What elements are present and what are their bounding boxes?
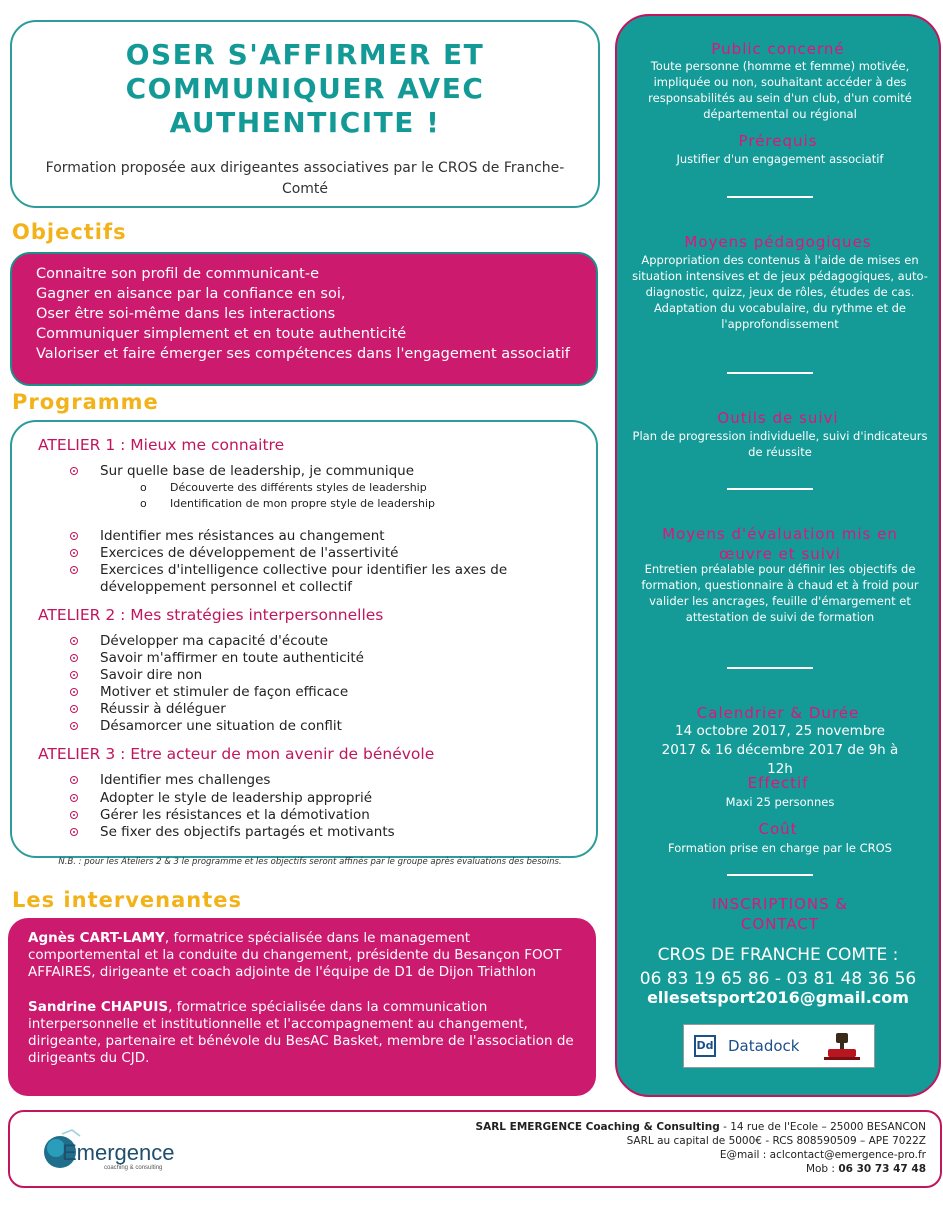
bullet-icon — [70, 811, 78, 819]
bullet-icon — [70, 722, 78, 730]
atelier-2-title: ATELIER 2 : Mes stratégies interpersonnelles — [38, 606, 384, 624]
info-sidebar — [615, 14, 941, 1097]
bullet-icon — [70, 654, 78, 662]
speaker-bio — [28, 930, 576, 981]
evaluation-text: Entretien préalable pour définir les objectifs de formation, questionnaire à chaud et à froid pour valider les ancrages, feuille d'émargement et attestation de suivi de formation — [641, 562, 919, 624]
footer-line-4 — [476, 1162, 926, 1176]
bullet-icon — [70, 637, 78, 645]
objective-item: Valoriser et faire émerger ses compétences dans l'engagement associatif — [36, 346, 570, 362]
bullet-icon — [70, 671, 78, 679]
objectives-box — [10, 252, 598, 386]
objectives-heading: Objectifs — [12, 220, 127, 244]
objective-item: Gagner en aisance par la confiance en soi, — [36, 286, 346, 302]
pedagogy-text: Appropriation des contenus à l'aide de mises en situation intensives et de jeux pédagogiques, auto-diagnostic, quizz, jeux de rôles, études de cas. Adaptation du vocabulaire, du rythme et de l'approfondissement — [632, 253, 928, 331]
speaker-name: Agnès CART-LAMY — [28, 930, 165, 946]
tracking-text: Plan de progression individuelle, suivi d'indicateurs de réussite — [632, 429, 928, 459]
footer-line-3[interactable]: E@mail : aclcontact@emergence-pro.fr — [719, 1149, 926, 1161]
bullet-icon — [70, 549, 78, 557]
cost-text: Formation prise en charge par le CROS — [668, 841, 892, 855]
separator — [727, 667, 813, 669]
stamp-icon — [822, 1031, 862, 1063]
tracking-heading: Outils de suivi — [717, 409, 839, 427]
registration-heading: INSCRIPTIONS & CONTACT — [711, 895, 849, 933]
bullet-icon — [70, 688, 78, 696]
program-heading: Programme — [12, 390, 159, 414]
footer-mob: 06 30 73 47 48 — [838, 1163, 926, 1175]
speakers-heading: Les intervenantes — [12, 888, 243, 912]
cros-phones: 06 83 19 65 86 - 03 81 48 36 56 — [639, 969, 917, 989]
bullet-icon — [70, 532, 78, 540]
cost-heading: Coût — [758, 820, 798, 838]
separator — [727, 196, 813, 198]
objective-item: Communiquer simplement et en toute authenticité — [36, 326, 407, 342]
public-heading: Public concerné — [711, 40, 845, 58]
prereq-heading: Prérequis — [738, 132, 818, 150]
datadock-badge-icon: Dd — [694, 1035, 716, 1057]
page-title: OSER S'AFFIRMER ET COMMUNIQUER AVEC AUTHENTICITE ! — [125, 38, 485, 139]
headcount-text: Maxi 25 personnes — [725, 795, 835, 809]
speaker-desc: , formatrice spécialisée dans la communication interpersonnelle et institutionnelle et l'accompagnement au changement, dirigeante, partenaire et bénévole du BesAC Basket, membre de l'association de dirigeants du CJD. — [28, 999, 574, 1066]
emergence-logo-subtext: coaching & consulting — [104, 1165, 163, 1171]
emergence-logo — [42, 1126, 212, 1172]
objective-item: Connaitre son profil de communicant-e — [36, 266, 319, 282]
page-subtitle: Formation proposée aux dirigeantes associatives par le CROS de Franche-Comté — [45, 160, 565, 197]
bullet-icon — [70, 828, 78, 836]
contact-email[interactable]: ellesetsport2016@gmail.com — [647, 988, 909, 1007]
cros-name: CROS DE FRANCHE COMTE : — [657, 945, 899, 965]
footer-address: - 14 rue de l'Ecole – 25000 BESANCON — [719, 1121, 926, 1133]
bullet-icon — [70, 776, 78, 784]
calendar-text: 14 octobre 2017, 25 novembre 2017 & 16 décembre 2017 de 9h à 12h — [661, 723, 899, 777]
bullet-icon — [70, 705, 78, 713]
speakers-box — [8, 918, 596, 1096]
speaker-name: Sandrine CHAPUIS — [28, 999, 169, 1015]
datadock-label: Datadock — [728, 1037, 800, 1055]
speaker-bio — [28, 999, 576, 1067]
public-text: Toute personne (homme et femme) motivée, impliquée ou non, souhaitant accéder à des responsabilités au sein d'un club, d'un comité départemental ou régional — [648, 59, 912, 121]
emergence-logo-text: Emergence — [62, 1140, 175, 1165]
objective-item: Oser être soi-même dans les interactions — [36, 306, 336, 322]
pedagogy-heading: Moyens pédagogiques — [684, 233, 872, 251]
headcount-heading: Effectif — [747, 774, 809, 792]
bullet-icon — [70, 566, 78, 574]
footer — [8, 1110, 942, 1188]
atelier-3-title: ATELIER 3 : Etre acteur de mon avenir de bénévole — [38, 745, 435, 763]
title-box — [10, 20, 600, 208]
separator — [727, 874, 813, 876]
bullet-icon — [70, 794, 78, 802]
evaluation-heading: Moyens d'évaluation mis en œuvre et suivi — [662, 525, 898, 563]
footer-line-1 — [476, 1120, 926, 1134]
bullet-icon — [70, 467, 78, 475]
separator — [727, 372, 813, 374]
datadock-logo — [683, 1024, 875, 1068]
prereq-text: Justifier d'un engagement associatif — [676, 152, 884, 166]
calendar-heading: Calendrier & Durée — [696, 704, 860, 722]
footer-line-2: SARL au capital de 5000€ - RCS 808590509 – APE 7022Z — [626, 1135, 926, 1147]
program-note: N.B. : pour les Ateliers 2 & 3 le programme et les objectifs seront affinés par le groupe après évaluations des besoins. — [58, 857, 562, 867]
speaker-desc: , formatrice spécialisée dans le management comportemental et la conduite du changement, présidente du Besançon FOOT AFFAIRES, dirigeante et coach adjointe de l'équipe de D1 de Dijon Triathlon — [28, 930, 562, 980]
separator — [727, 488, 813, 490]
footer-company: SARL EMERGENCE Coaching & Consulting — [475, 1121, 720, 1133]
footer-mob-label: Mob : — [805, 1163, 839, 1175]
atelier-1-title: ATELIER 1 : Mieux me connaitre — [38, 436, 285, 454]
footer-company-info — [476, 1120, 926, 1176]
